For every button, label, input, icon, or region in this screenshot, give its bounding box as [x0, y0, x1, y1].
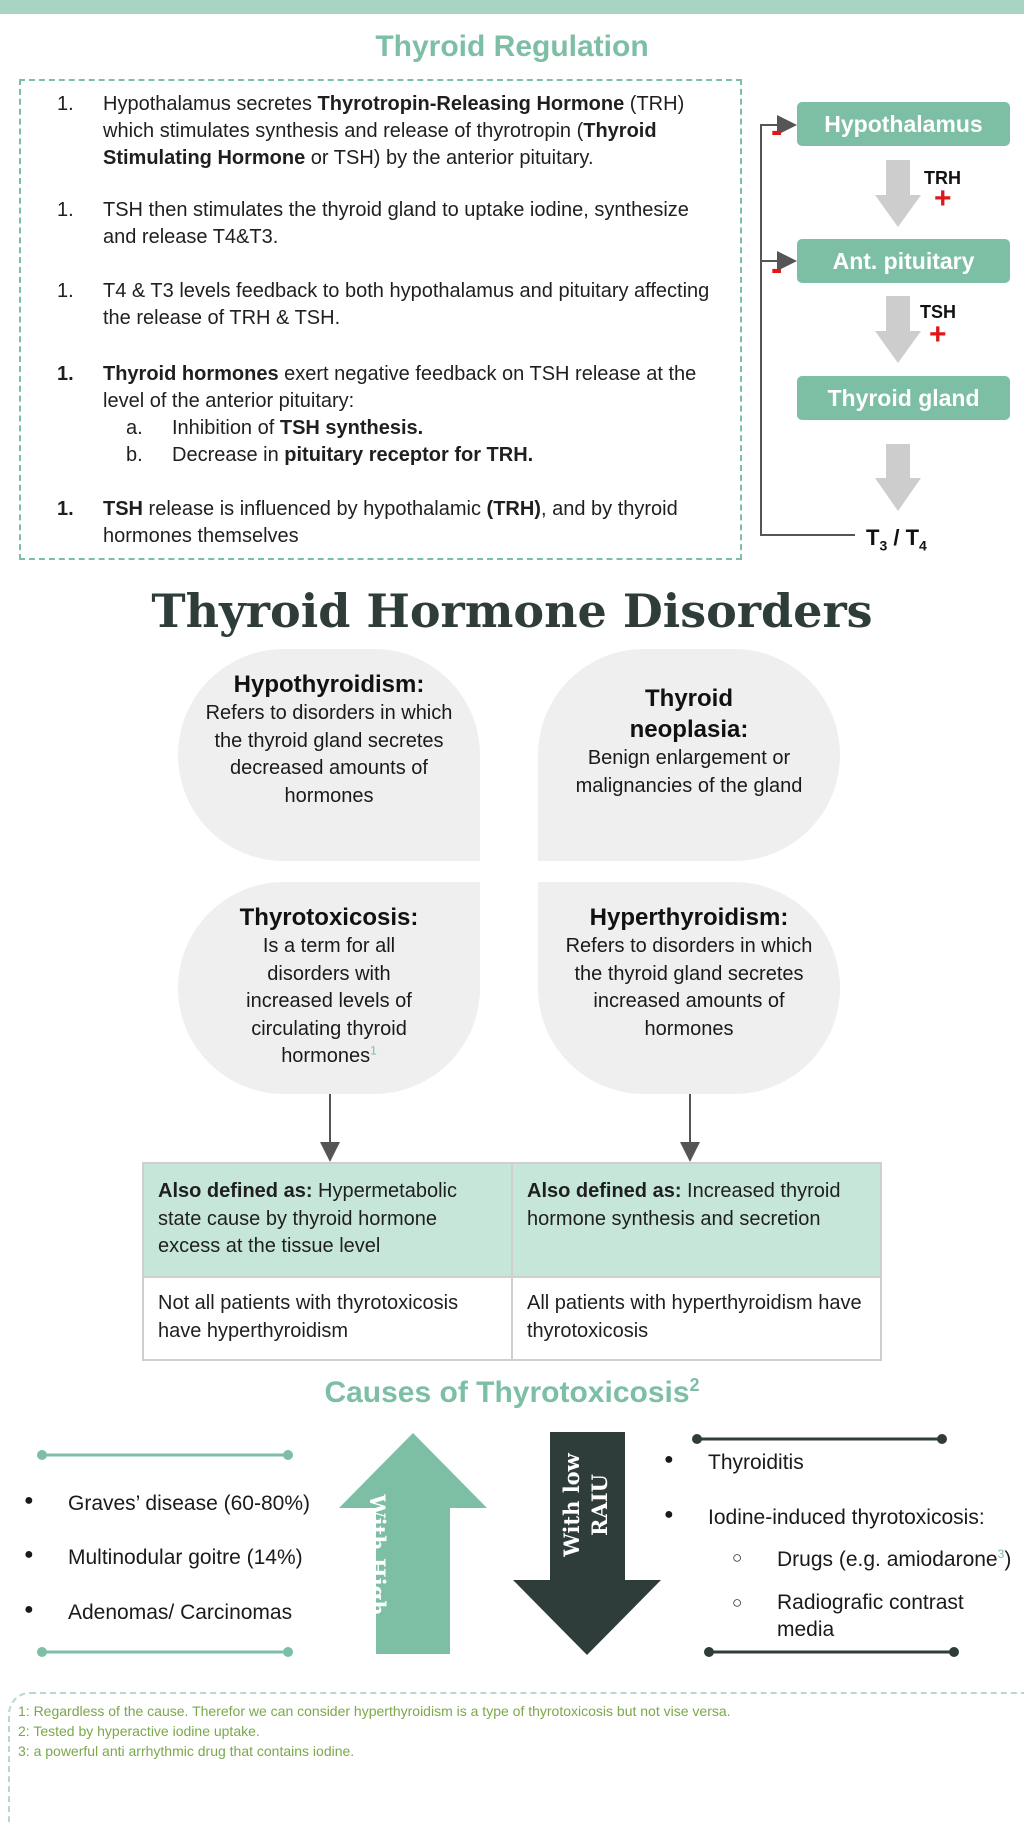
item-text: or TSH) by the anterior pituitary.	[305, 147, 594, 169]
arrow-label-line: RAIU	[587, 1474, 612, 1536]
circle-bullet: ○	[732, 1548, 743, 1567]
cell-label: Also defined as:	[527, 1180, 682, 1202]
item-number: 1.	[57, 363, 74, 385]
hypothalamus-box: Hypothalamus	[797, 102, 1010, 146]
footnote-ref: 1	[370, 1043, 377, 1058]
cell-text: Hypermetabolic state cause by thyroid hormone excess at the tissue level	[158, 1180, 457, 1257]
sub-text: Inhibition of	[172, 417, 280, 439]
table-cell: All patients with hyperthyroidism have thyrotoxicosis	[512, 1277, 881, 1360]
tsh-label: TSH	[920, 302, 956, 322]
sub-text: Decrease in	[172, 444, 285, 466]
low-raiu-item-1	[664, 1451, 804, 1475]
line-dot	[37, 1647, 47, 1657]
cell-text: Increased thyroid hormone synthesis and secretion	[527, 1180, 841, 1230]
bullet: ●	[664, 1506, 674, 1523]
line-dot	[937, 1434, 947, 1444]
footnote-3: 3: a powerful anti arrhythmic drug that contains iodine.	[18, 1743, 355, 1759]
t-separator: / T	[887, 525, 920, 550]
arrow-label-line: With low	[559, 1453, 584, 1557]
card-heading: Hyperthyroidism:	[589, 904, 789, 931]
trh-label: TRH	[924, 168, 961, 188]
item-number: 1.	[57, 498, 74, 520]
item-bold: Thyroid Stimulating Hormone	[103, 120, 657, 169]
sub-bold: pituitary receptor for TRH.	[284, 444, 534, 466]
minus-sign: -	[771, 112, 783, 150]
list-item-text: Radiografic contrast media	[777, 1591, 964, 1641]
footnote-ref: 2	[689, 1375, 700, 1395]
line-dot	[283, 1450, 293, 1460]
line-dot	[283, 1647, 293, 1657]
item-bold: (TRH)	[486, 498, 541, 520]
card-heading: Thyroid neoplasia:	[629, 685, 749, 743]
card-text: Benign enlargement or malignancies of the gland	[575, 747, 803, 797]
card-heading: Thyrotoxicosis:	[239, 904, 419, 931]
list-item-text: )	[1004, 1548, 1012, 1571]
bullet: ●	[24, 1601, 34, 1618]
low-raiu-label	[558, 1453, 614, 1557]
t3-subscript: 3	[879, 537, 888, 554]
item-bold: Thyroid hormones	[103, 363, 279, 385]
plus-sign: +	[934, 182, 952, 215]
line-dot	[949, 1647, 959, 1657]
t4-subscript: 4	[919, 537, 927, 554]
item-bold: Thyrotropin-Releasing Hormone	[317, 93, 625, 115]
circle-bullet: ○	[732, 1593, 743, 1612]
bullet: ●	[24, 1546, 34, 1563]
line-dot	[37, 1450, 47, 1460]
item-text: exert negative feedback on TSH release at the level of the anterior pituitary:	[103, 363, 697, 412]
plus-sign: +	[929, 318, 947, 351]
low-raiu-item-2	[664, 1506, 985, 1530]
high-raiu-item-1	[24, 1492, 310, 1516]
list-item-text: Adenomas/ Carcinomas	[68, 1601, 293, 1624]
sub-letter: a.	[126, 417, 143, 439]
item-number: 1.	[57, 199, 74, 221]
sub-bold: TSH synthesis.	[279, 417, 424, 439]
sub-letter: b.	[126, 444, 143, 466]
item-text: TSH then stimulates the thyroid gland to uptake iodine, synthesize and release T4&T3.	[103, 199, 689, 248]
thyroid-gland-box: Thyroid gland	[797, 376, 1010, 420]
list-item-text: Graves’ disease (60-80%)	[68, 1492, 310, 1515]
card-text: Refers to disorders in which the thyroid gland secretes decreased amounts of hormones	[205, 702, 453, 807]
item-text: Hypothalamus secretes	[103, 93, 318, 115]
item-number: 1.	[57, 93, 74, 115]
line-dot	[692, 1434, 702, 1444]
low-raiu-subitem-1	[732, 1548, 1022, 1572]
t-letter: T	[866, 525, 880, 550]
table-cell: Not all patients with thyrotoxicosis have hyperthyroidism	[143, 1277, 512, 1360]
high-raiu-item-3	[24, 1601, 292, 1625]
low-raiu-subitem-2	[732, 1589, 972, 1643]
item-text: (TRH) which stimulates synthesis and release of thyrotropin (	[103, 93, 685, 142]
item-text: , and by thyroid hormones themselves	[103, 498, 678, 547]
cell-label: Also defined as:	[158, 1180, 313, 1202]
disorders-title: Thyroid Hormone Disorders	[151, 584, 873, 638]
footnote-2: 2: Tested by hyperactive iodine uptake.	[18, 1723, 260, 1739]
list-item-text: Thyroiditis	[708, 1451, 804, 1474]
regulation-title: Thyroid Regulation	[375, 30, 649, 63]
footnote-ref: 3	[997, 1547, 1005, 1561]
high-raiu-item-2	[24, 1546, 303, 1570]
item-number: 1.	[57, 280, 74, 302]
arrow-label-line: RAIU	[337, 1524, 362, 1586]
causes-title-text: Causes of Thyrotoxicosis	[324, 1376, 690, 1409]
list-item-text: Drugs (e.g. amiodarone	[777, 1548, 998, 1571]
list-item-text: Iodine-induced thyrotoxicosis:	[708, 1506, 985, 1529]
item-text: release is influenced by hypothalamic	[143, 498, 487, 520]
bullet: ●	[664, 1451, 674, 1468]
item-bold: TSH	[103, 498, 143, 520]
line-dot	[704, 1647, 714, 1657]
pituitary-box: Ant. pituitary	[797, 239, 1010, 283]
item-text: T4 & T3 levels feedback to both hypothalamus and pituitary affecting the release of TRH & TSH.	[103, 280, 710, 329]
bullet: ●	[24, 1492, 34, 1509]
card-text: Refers to disorders in which the thyroid gland secretes increased amounts of hormones	[565, 935, 813, 1040]
card-heading: Hypothyroidism:	[233, 671, 425, 698]
arrow-label-line: With High	[365, 1494, 390, 1616]
footnote-1: 1: Regardless of the cause. Therefor we can consider hyperthyroidism is a type of thyrotoxicosis but not vise versa.	[18, 1703, 731, 1719]
card-text: Is a term for all disorders with increased levels of circulating thyroid hormones	[246, 935, 412, 1067]
list-item-text: Multinodular goitre (14%)	[68, 1546, 303, 1569]
high-raiu-label	[335, 1494, 391, 1615]
minus-sign: -	[771, 250, 783, 288]
